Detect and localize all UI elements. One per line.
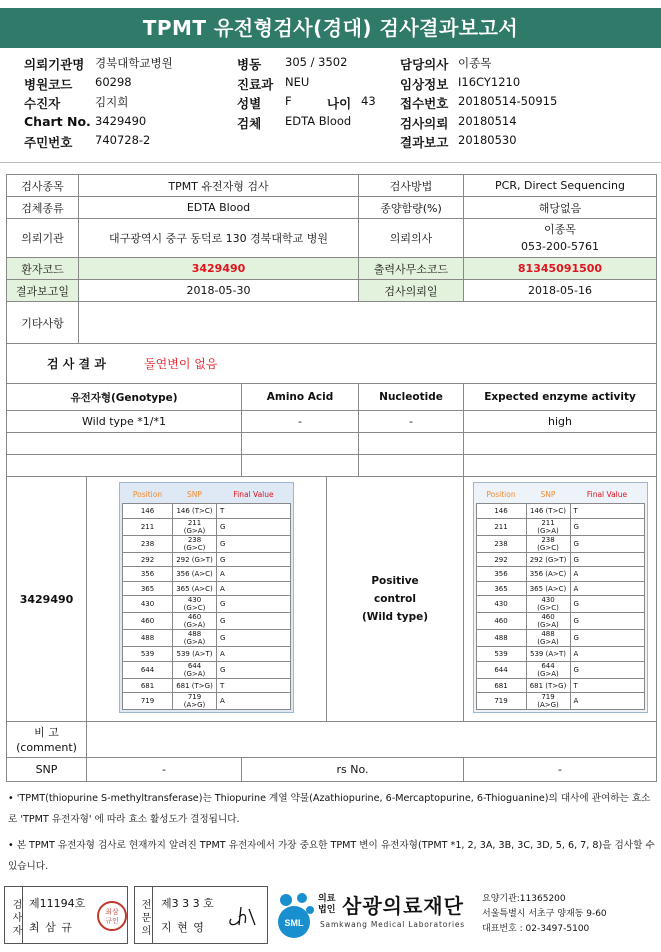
doctor-phone: 053-200-5761 <box>521 240 599 253</box>
snp-column-header: SNP <box>187 489 202 499</box>
remarks-label <box>7 722 87 758</box>
expert-number: 제3 3 3 호 <box>161 897 214 910</box>
report-date-value: 2018-05-30 <box>79 280 359 302</box>
header-field-value: 20180530 <box>458 133 517 147</box>
snp-cell: 211 (G>A) <box>173 518 217 535</box>
header-field-value: F <box>285 94 292 108</box>
note-1: • 'TPMT(thiopurine S-methyltransferase)는 Thiopurine 계열 약물(Azathiopurine, 6-Mercaptopurine, 6-Thioguanine)의 대사에 관여하는 효소로 'TPMT 유전자형' 에 따라 효소 활성도가 결정됩니다. <box>8 793 651 825</box>
snp-cell: 146 (T>C) <box>526 504 570 519</box>
result-label <box>7 344 242 384</box>
snp-row-dash-2: - <box>464 758 657 782</box>
snp-cell: 292 (G>T) <box>173 552 217 567</box>
snp-cell: 430 (G>C) <box>173 596 217 613</box>
snp-row <box>476 504 644 519</box>
org-prefix-1: 의료 <box>318 894 336 904</box>
snp-cell: 488 (G>A) <box>526 630 570 647</box>
control-label-1: Positive <box>371 575 419 587</box>
snp-cell: G <box>570 518 644 535</box>
control-label-3: (Wild type) <box>361 611 429 623</box>
sml-logo-icon <box>272 888 318 940</box>
header-field-value: I16CY1210 <box>458 74 521 89</box>
result-blank <box>242 344 657 384</box>
empty-cell <box>464 433 657 455</box>
report-date-label: 결과보고일 <box>7 280 79 302</box>
control-snp-table <box>476 485 645 711</box>
snp-column-header: Final Value <box>233 489 274 499</box>
snp-cell: 238 (G>C) <box>173 535 217 552</box>
snp-cell: A <box>217 693 291 710</box>
snp-cell: G <box>570 596 644 613</box>
snp-cell: G <box>217 552 291 567</box>
age-value: 43 <box>361 94 376 108</box>
test-item-value: TPMT 유전자형 검사 <box>79 175 359 197</box>
snp-cell: G <box>570 535 644 552</box>
test-item-label: 검사종목 <box>7 175 79 197</box>
snp-cell: 539 <box>476 647 526 662</box>
snp-cell: G <box>217 518 291 535</box>
snp-cell: 719 (A>G) <box>173 693 217 710</box>
snp-cell: G <box>570 630 644 647</box>
snp-cell: 644 <box>123 661 173 678</box>
header-field <box>400 74 521 93</box>
header-field <box>237 74 310 93</box>
amino-acid-header: Amino Acid <box>242 384 359 411</box>
header-field-label: 병동 <box>237 57 262 72</box>
org-contact <box>482 892 607 937</box>
empty-cell <box>359 455 464 477</box>
snp-cell: 356 <box>476 567 526 582</box>
snp-row <box>476 567 644 582</box>
snp-cell: 356 (A>C) <box>526 567 570 582</box>
snp-cell: A <box>570 693 644 710</box>
snp-row <box>123 678 291 693</box>
snp-cell: A <box>217 581 291 596</box>
snp-row <box>476 678 644 693</box>
snp-cell: 460 (G>A) <box>526 613 570 630</box>
snp-row <box>476 581 644 596</box>
snp-cell: 430 <box>476 596 526 613</box>
snp-cell: 539 <box>123 647 173 662</box>
header-field-label: 결과보고 <box>400 135 449 150</box>
result-value: 돌연변이 없음 <box>144 357 218 371</box>
tumor-label: 종양함량(%) <box>359 197 464 219</box>
snp-cell: 292 (G>T) <box>526 552 570 567</box>
institution-label: 의뢰기관 <box>7 219 79 258</box>
snp-cell: A <box>570 567 644 582</box>
snp-cell: 146 <box>123 504 173 519</box>
snp-cell: G <box>217 535 291 552</box>
header-field <box>237 94 292 112</box>
snp-row <box>123 518 291 535</box>
control-snp-panel <box>464 477 657 722</box>
sample-snp-panel <box>87 477 327 722</box>
snp-cell: 539 (A>T) <box>173 647 217 662</box>
snp-row <box>476 535 644 552</box>
snp-row <box>123 661 291 678</box>
snp-cell: 719 <box>476 693 526 710</box>
header-field-label: 임상정보 <box>400 76 449 92</box>
snp-cell: 365 (A>C) <box>526 581 570 596</box>
org-name: 삼광의료재단 <box>342 894 464 918</box>
snp-cell: G <box>570 552 644 567</box>
snp-row <box>123 596 291 613</box>
snp-cell: 211 (G>A) <box>526 518 570 535</box>
snp-cell: G <box>217 596 291 613</box>
patient-code-label: 환자코드 <box>7 258 79 280</box>
snp-cell: 365 (A>C) <box>173 581 217 596</box>
snp-cell: 681 (T>G) <box>526 678 570 693</box>
expert-label: 전문의 <box>135 887 153 943</box>
snp-cell: T <box>217 678 291 693</box>
etc-label: 기타사항 <box>7 302 79 344</box>
snp-cell: A <box>570 581 644 596</box>
signature-icon <box>225 899 261 931</box>
specimen-value: EDTA Blood <box>79 197 359 219</box>
header-field-value: 경북대학교병원 <box>95 56 173 70</box>
header-field-value: 740728-2 <box>95 133 151 147</box>
snp-cell: 211 <box>476 518 526 535</box>
snp-cell: 460 <box>123 613 173 630</box>
snp-column-header: SNP <box>540 489 556 499</box>
snp-row-label: SNP <box>7 758 87 782</box>
header-field-label: 진료과 <box>237 76 274 92</box>
snp-cell: G <box>217 630 291 647</box>
header-field-value: NEU <box>285 74 310 89</box>
header-field <box>400 133 517 151</box>
snp-row <box>476 693 644 710</box>
header-field-label: Chart No. <box>24 113 91 129</box>
remarks-label-2: (comment) <box>16 740 77 754</box>
header-field-value: 3429490 <box>95 113 147 128</box>
tester-seal-icon: 최삼 규인 <box>97 901 127 931</box>
snp-row <box>476 613 644 630</box>
notes <box>8 788 658 877</box>
office-code-label: 출력사무소코드 <box>359 258 464 280</box>
snp-cell: T <box>217 504 291 519</box>
empty-cell <box>7 455 242 477</box>
snp-cell: 365 <box>123 581 173 596</box>
snp-cell: 365 <box>476 581 526 596</box>
request-date-label: 검사의뢰일 <box>359 280 464 302</box>
report-table <box>6 174 657 782</box>
snp-cell: 681 (T>G) <box>173 678 217 693</box>
remarks-value <box>87 722 657 758</box>
snp-row <box>123 552 291 567</box>
org-phone: 대표번호 : 02-3497-5100 <box>482 924 590 934</box>
age-label: 나이 <box>327 96 352 111</box>
header-field-value: 305 / 3502 <box>285 55 348 69</box>
snp-cell: 238 <box>476 535 526 552</box>
snp-row <box>123 535 291 552</box>
snp-cell: 430 (G>C) <box>526 596 570 613</box>
tester-label: 검사자 <box>5 887 23 943</box>
header-field-value: 이종목 <box>458 56 492 70</box>
snp-row <box>123 567 291 582</box>
snp-cell: 460 (G>A) <box>173 613 217 630</box>
header-field <box>400 94 558 112</box>
snp-cell: A <box>570 647 644 662</box>
nucleotide-value: - <box>359 411 464 433</box>
office-code-value: 81345091500 <box>464 258 657 280</box>
remarks-label-1: 비 고 <box>34 725 59 739</box>
snp-cell: 146 <box>476 504 526 519</box>
org-code: 요양기관:11365200 <box>482 894 566 904</box>
snp-row <box>476 518 644 535</box>
snp-cell: G <box>217 613 291 630</box>
patient-code-value: 3429490 <box>79 258 359 280</box>
doctor-value <box>464 219 657 258</box>
snp-cell: 681 <box>123 678 173 693</box>
header-field <box>24 133 151 151</box>
sample-id: 3429490 <box>7 477 87 722</box>
header-divider <box>0 162 661 163</box>
empty-cell <box>359 433 464 455</box>
snp-cell: G <box>570 661 644 678</box>
header-field-value: 김지희 <box>95 95 129 109</box>
header-field <box>237 55 348 73</box>
snp-cell: T <box>570 678 644 693</box>
snp-cell: G <box>217 661 291 678</box>
doctor-label: 의뢰의사 <box>359 219 464 258</box>
header-field <box>400 55 492 73</box>
snp-cell: A <box>217 647 291 662</box>
logo-text: SML <box>284 918 304 928</box>
org-prefix-2: 법인 <box>318 905 336 915</box>
institution-value: 대구광역시 중구 동덕로 130 경북대학교 병원 <box>79 219 359 258</box>
header-field <box>24 94 129 112</box>
header-field-label: 병원코드 <box>24 76 73 92</box>
snp-cell: 356 (A>C) <box>173 567 217 582</box>
snp-cell: A <box>217 567 291 582</box>
header-field-value: 20180514 <box>458 113 517 128</box>
header-field <box>24 55 173 73</box>
snp-column-header: Position <box>132 489 163 499</box>
header-field <box>400 113 517 132</box>
specimen-label: 검체종류 <box>7 197 79 219</box>
request-date-value: 2018-05-16 <box>464 280 657 302</box>
snp-cell: T <box>570 504 644 519</box>
snp-cell: 292 <box>476 552 526 567</box>
snp-cell: 488 <box>476 630 526 647</box>
snp-cell: 292 <box>123 552 173 567</box>
empty-cell <box>464 455 657 477</box>
etc-value <box>79 302 657 344</box>
header-field <box>24 113 147 129</box>
snp-cell: 211 <box>123 518 173 535</box>
footer <box>0 886 661 946</box>
method-label: 검사방법 <box>359 175 464 197</box>
org-prefix <box>318 894 335 916</box>
header-field-value: 20180514-50915 <box>458 94 558 108</box>
snp-row <box>123 504 291 519</box>
snp-row <box>476 596 644 613</box>
snp-cell: 644 (G>A) <box>173 661 217 678</box>
amino-acid-value: - <box>242 411 359 433</box>
snp-column-header: Final Value <box>586 489 628 499</box>
snp-cell: 681 <box>476 678 526 693</box>
org-address: 서울특별시 서초구 양재동 9-60 <box>482 909 607 919</box>
snp-row <box>123 613 291 630</box>
sample-snp-table <box>122 485 291 711</box>
snp-row <box>123 647 291 662</box>
header-field <box>237 113 352 132</box>
tester-number: 제11194호 <box>29 897 86 910</box>
sample-snp-table-frame <box>119 482 294 714</box>
genotype-header: 유전자형(Genotype) <box>7 384 242 411</box>
snp-cell: 146 (T>C) <box>173 504 217 519</box>
snp-row <box>476 630 644 647</box>
header-field-label: 성별 <box>237 96 262 111</box>
control-label-2: control <box>374 593 416 605</box>
empty-cell <box>7 433 242 455</box>
tester-box <box>4 886 128 944</box>
control-snp-table-frame <box>473 482 648 714</box>
header-field-label: 주민번호 <box>24 135 73 150</box>
tester-name: 최 삼 규 <box>29 921 73 934</box>
snp-cell: 719 (A>G) <box>526 693 570 710</box>
nucleotide-header: Nucleotide <box>359 384 464 411</box>
snp-row-rs-label: rs No. <box>242 758 464 782</box>
snp-cell: 644 (G>A) <box>526 661 570 678</box>
header-field <box>24 74 132 93</box>
org-english-name: Samkwang Medical Laboratories <box>320 920 465 929</box>
header-field-label: 검사의뢰 <box>400 115 449 131</box>
expert-name: 지 현 영 <box>161 921 205 934</box>
header-field-value: EDTA Blood <box>285 113 352 128</box>
header-field-label: 담당의사 <box>400 57 449 72</box>
expert-box <box>134 886 268 944</box>
header-field-label: 의뢰기관명 <box>24 57 85 72</box>
snp-cell: 488 <box>123 630 173 647</box>
snp-row <box>476 661 644 678</box>
age-field <box>327 94 376 112</box>
snp-row <box>123 693 291 710</box>
enzyme-activity-header: Expected enzyme activity <box>464 384 657 411</box>
snp-cell: 460 <box>476 613 526 630</box>
result-label-text: 검 사 결 과 <box>47 357 106 371</box>
genotype-value: Wild type *1/*1 <box>7 411 242 433</box>
snp-cell: 644 <box>476 661 526 678</box>
enzyme-activity-value: high <box>464 411 657 433</box>
snp-cell: 356 <box>123 567 173 582</box>
snp-column-header: Position <box>486 489 516 499</box>
snp-cell: 539 (A>T) <box>526 647 570 662</box>
header-field-label: 검체 <box>237 115 262 131</box>
snp-row <box>123 630 291 647</box>
snp-cell: G <box>570 613 644 630</box>
snp-cell: 238 (G>C) <box>526 535 570 552</box>
snp-row <box>123 581 291 596</box>
note-2: • 본 TPMT 유전자형 검사로 현재까지 알려진 TPMT 유전자에서 가장 중요한 TPMT 변이 유전자형(TPMT *1, 2, 3A, 3B, 3C, 3D, 5, 6, 7, 8)을 검사할 수 있습니다. <box>8 840 655 872</box>
header-field-label: 수진자 <box>24 96 61 111</box>
snp-cell: 719 <box>123 693 173 710</box>
snp-cell: 238 <box>123 535 173 552</box>
doctor-name: 이종목 <box>544 223 576 236</box>
empty-cell <box>242 455 359 477</box>
snp-row <box>476 647 644 662</box>
snp-row-dash-1: - <box>87 758 242 782</box>
header-field-label: 접수번호 <box>400 96 449 111</box>
snp-row <box>476 552 644 567</box>
snp-cell: 430 <box>123 596 173 613</box>
report-title: TPMT 유전형검사(경대) 검사결과보고서 <box>0 8 661 48</box>
control-label <box>327 477 464 722</box>
tumor-value: 해당없음 <box>464 197 657 219</box>
empty-cell <box>242 433 359 455</box>
method-value: PCR, Direct Sequencing <box>464 175 657 197</box>
snp-cell: 488 (G>A) <box>173 630 217 647</box>
header-field-value: 60298 <box>95 74 132 89</box>
